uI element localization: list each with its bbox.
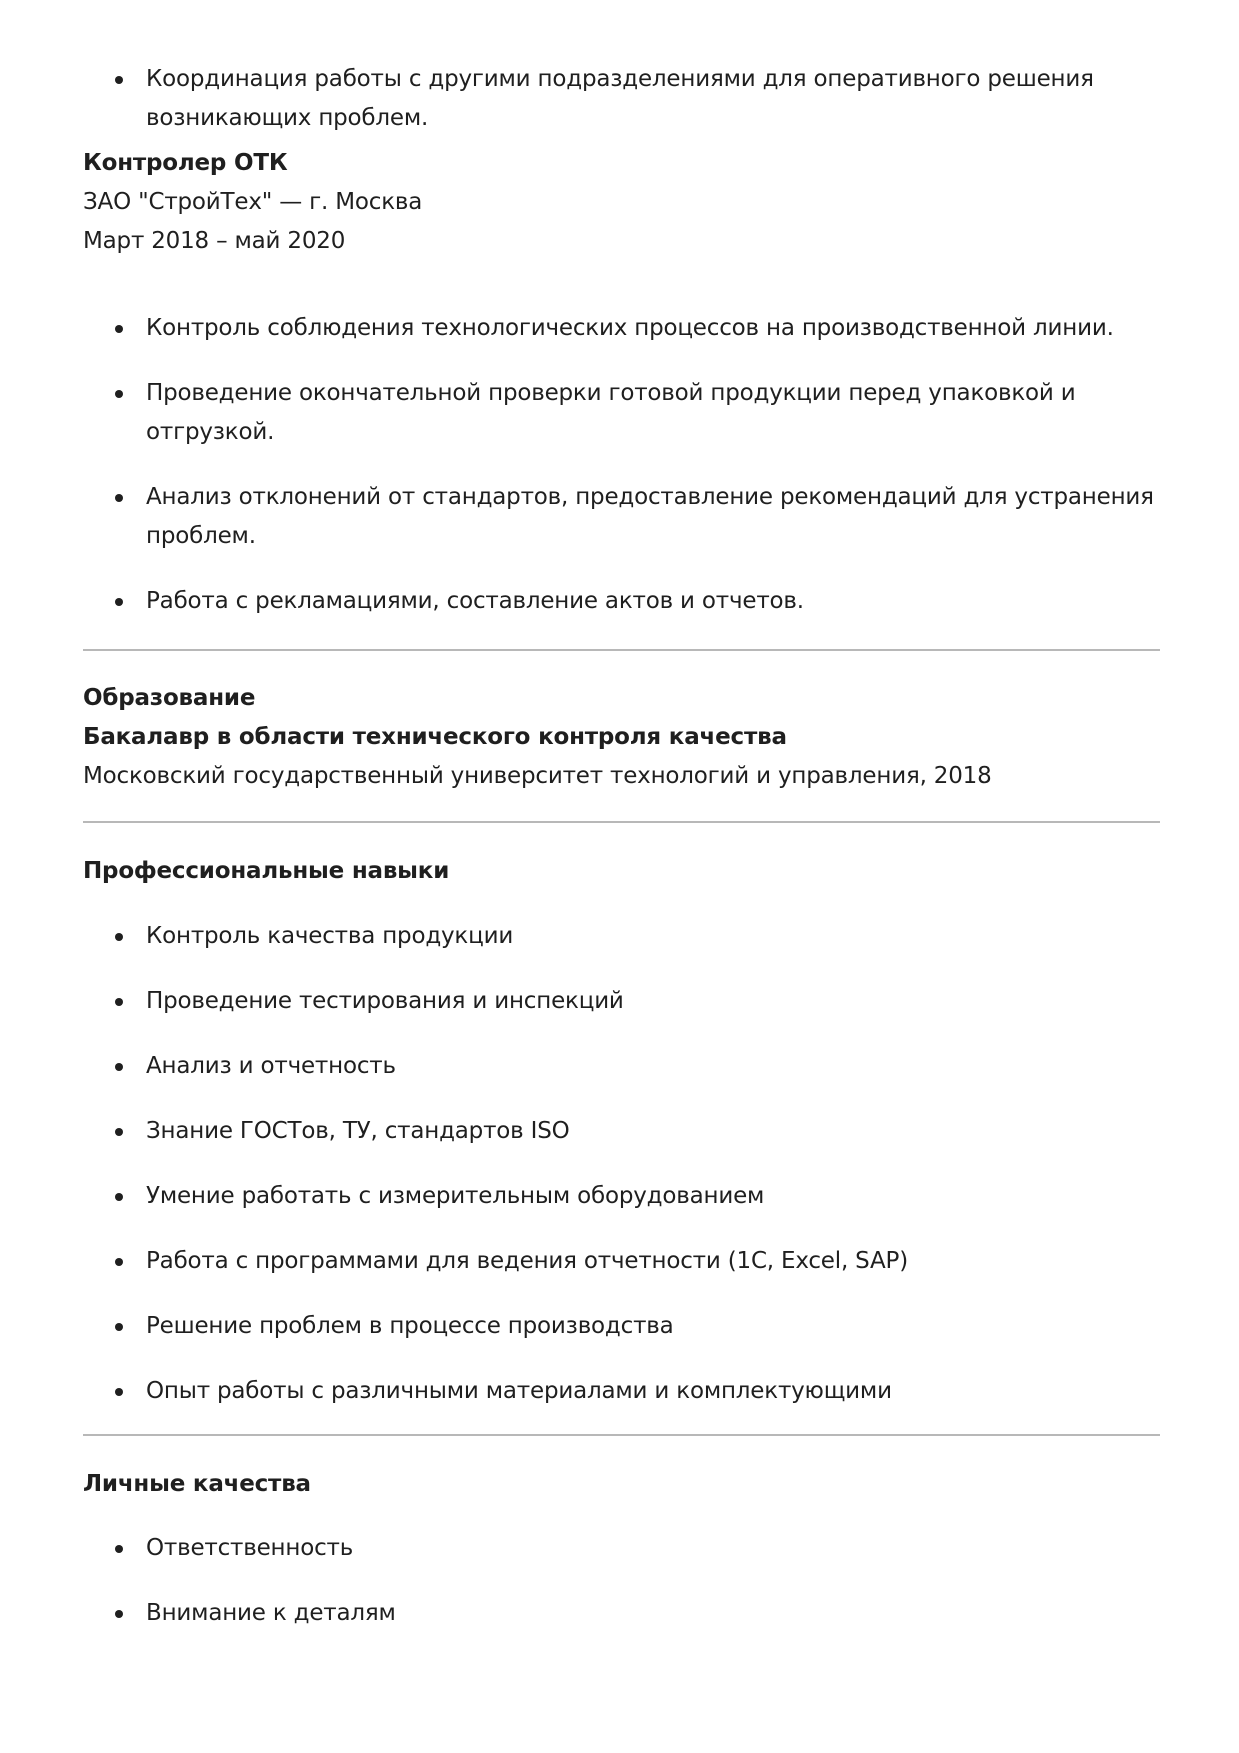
bullet-icon [115,390,123,398]
job-period: Март 2018 – май 2020 [83,228,346,254]
quality-item: Ответственность [146,1529,1186,1568]
bullet-icon [115,76,123,84]
section-divider [83,1434,1160,1436]
personal-heading: Личные качества [83,1471,311,1497]
skill-item: Умение работать с измерительным оборудованием [146,1177,1186,1216]
duty-item: Работа с рекламациями, составление актов и отчетов. [146,582,1186,621]
bullet-icon [115,1063,123,1071]
duty-item: Анализ отклонений от стандартов, предоставление рекомендаций для устранения проблем. [146,478,1186,556]
duty-item: Координация работы с другими подразделениями для оперативного решения возникающих проблем. [146,60,1146,138]
bullet-icon [115,494,123,502]
bullet-icon [115,1258,123,1266]
job-title: Контролер ОТК [83,150,288,176]
skill-item: Анализ и отчетность [146,1047,1186,1086]
bullet-icon [115,1193,123,1201]
skill-item: Контроль качества продукции [146,917,1186,956]
personal-list [83,1529,1186,1659]
skill-item: Опыт работы с различными материалами и комплектующими [146,1372,1186,1411]
education-heading: Образование [83,685,256,711]
skills-list [83,917,1186,1437]
bullet-icon [115,998,123,1006]
bullet-icon [115,1388,123,1396]
bullet-icon [115,933,123,941]
job-duties [83,309,1186,647]
bullet-icon [115,1128,123,1136]
skill-item: Решение проблем в процессе производства [146,1307,1186,1346]
education-institution: Московский государственный университет технологий и управления, 2018 [83,763,992,789]
quality-item: Внимание к деталям [146,1594,1186,1633]
job-entry [83,144,1160,261]
section-divider [83,821,1160,823]
education-degree: Бакалавр в области технического контроля качества [83,724,787,750]
bullet-icon [115,1610,123,1618]
skills-heading: Профессиональные навыки [83,858,450,884]
skill-item: Знание ГОСТов, ТУ, стандартов ISO [146,1112,1186,1151]
job-company: ЗАО "СтройТех" — г. Москва [83,189,423,215]
bullet-icon [115,1545,123,1553]
skill-item: Проведение тестирования и инспекций [146,982,1186,1021]
duty-item: Проведение окончательной проверки готовой продукции перед упаковкой и отгрузкой. [146,374,1096,452]
skill-item: Работа с программами для ведения отчетности (1С, Excel, SAP) [146,1242,1186,1281]
section-divider [83,649,1160,651]
bullet-icon [115,325,123,333]
bullet-icon [115,1323,123,1331]
education-section [83,679,1160,796]
duty-item: Контроль соблюдения технологических процессов на производственной линии. [146,309,1186,348]
bullet-icon [115,598,123,606]
